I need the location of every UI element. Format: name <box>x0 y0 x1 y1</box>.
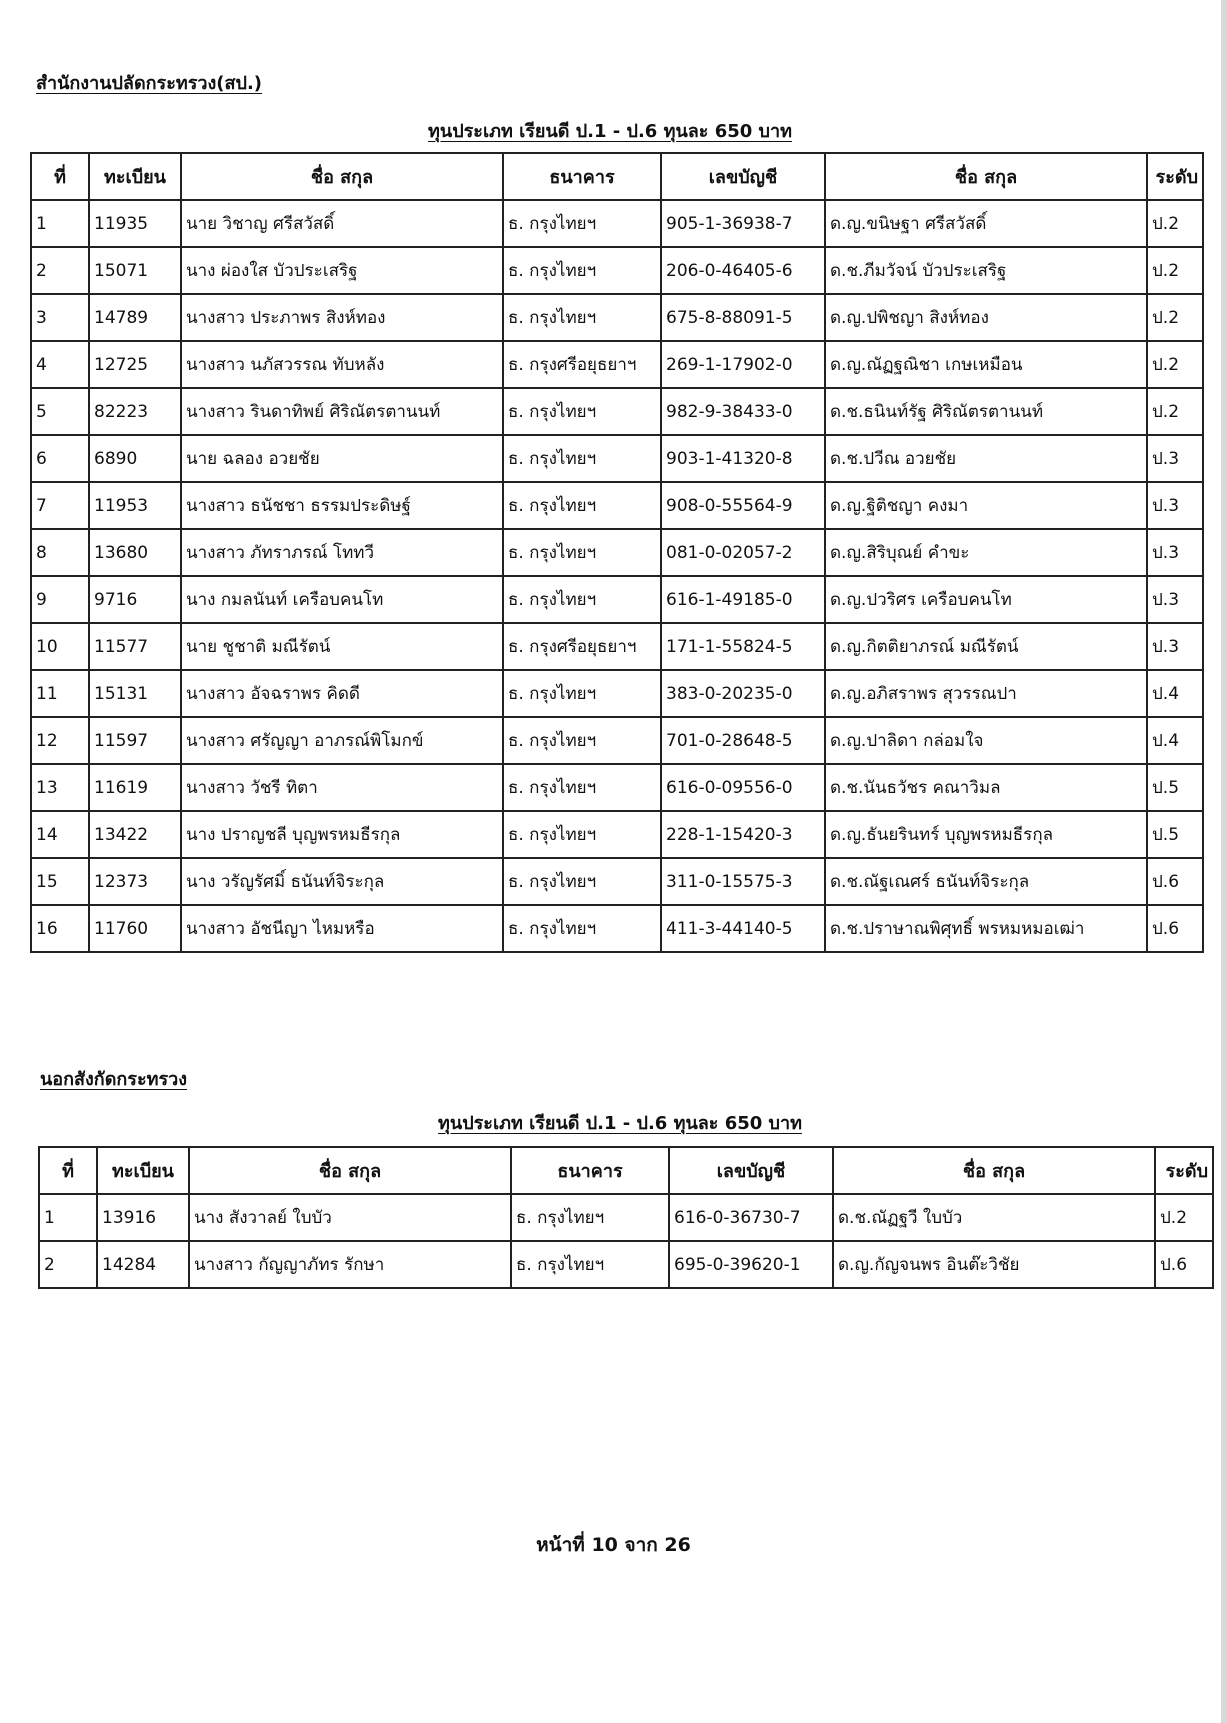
cell-student-name: ด.ญ.ธันยรินทร์ บุญพรหมธีรกุล <box>825 811 1147 858</box>
cell-level: ป.6 <box>1147 905 1203 952</box>
table-row <box>31 482 1203 529</box>
cell-no: 16 <box>31 905 89 952</box>
table-header-row <box>31 153 1203 200</box>
section-heading-outside: นอกสังกัดกระทรวง <box>40 1069 188 1090</box>
cell-no: 13 <box>31 764 89 811</box>
cell-registration: 11619 <box>89 764 181 811</box>
cell-registration: 15131 <box>89 670 181 717</box>
cell-account-number: 982-9-38433-0 <box>661 388 825 435</box>
cell-level: ป.2 <box>1155 1194 1213 1241</box>
table-row <box>31 435 1203 482</box>
cell-level: ป.4 <box>1147 717 1203 764</box>
cell-registration: 11935 <box>89 200 181 247</box>
cell-account-number: 616-0-09556-0 <box>661 764 825 811</box>
cell-name: นางสาว วัชรี ทิตา <box>181 764 503 811</box>
cell-account-number: 269-1-17902-0 <box>661 341 825 388</box>
cell-bank: ธ. กรุงไทยฯ <box>503 200 661 247</box>
cell-bank: ธ. กรุงไทยฯ <box>503 247 661 294</box>
cell-account-number: 411-3-44140-5 <box>661 905 825 952</box>
table-row <box>31 623 1203 670</box>
cell-level: ป.6 <box>1155 1241 1213 1288</box>
cell-registration: 13422 <box>89 811 181 858</box>
cell-account-number: 616-1-49185-0 <box>661 576 825 623</box>
cell-account-number: 311-0-15575-3 <box>661 858 825 905</box>
cell-level: ป.3 <box>1147 576 1203 623</box>
column-header-bank: ธนาคาร <box>511 1147 669 1194</box>
cell-student-name: ด.ช.ณัฐเณศร์ ธนันท์จิระกุล <box>825 858 1147 905</box>
cell-student-name: ด.ญ.ฐิติชญา คงมา <box>825 482 1147 529</box>
table-row <box>31 294 1203 341</box>
table-row <box>31 341 1203 388</box>
cell-registration: 14284 <box>97 1241 189 1288</box>
cell-registration: 12373 <box>89 858 181 905</box>
scholarship-table-outside <box>38 1146 1214 1289</box>
cell-student-name: ด.ช.ภีมวัจน์ บัวประเสริฐ <box>825 247 1147 294</box>
column-header-level: ระดับ <box>1155 1147 1213 1194</box>
cell-level: ป.4 <box>1147 670 1203 717</box>
cell-student-name: ด.ญ.ปาลิดา กล่อมใจ <box>825 717 1147 764</box>
table-row <box>31 529 1203 576</box>
cell-no: 1 <box>39 1194 97 1241</box>
cell-registration: 13680 <box>89 529 181 576</box>
cell-level: ป.5 <box>1147 764 1203 811</box>
cell-account-number: 905-1-36938-7 <box>661 200 825 247</box>
cell-level: ป.5 <box>1147 811 1203 858</box>
cell-bank: ธ. กรุงไทยฯ <box>503 529 661 576</box>
cell-registration: 11577 <box>89 623 181 670</box>
cell-level: ป.2 <box>1147 200 1203 247</box>
cell-bank: ธ. กรุงไทยฯ <box>503 858 661 905</box>
cell-name: นาง ผ่องใส บัวประเสริฐ <box>181 247 503 294</box>
cell-name: นางสาว รินดาทิพย์ ศิริณัตรตานนท์ <box>181 388 503 435</box>
cell-level: ป.3 <box>1147 623 1203 670</box>
column-header-name: ชื่อ สกุล <box>189 1147 511 1194</box>
cell-bank: ธ. กรุงไทยฯ <box>511 1194 669 1241</box>
cell-no: 1 <box>31 200 89 247</box>
cell-account-number: 383-0-20235-0 <box>661 670 825 717</box>
cell-bank: ธ. กรุงไทยฯ <box>503 482 661 529</box>
cell-no: 6 <box>31 435 89 482</box>
cell-bank: ธ. กรุงไทยฯ <box>503 764 661 811</box>
cell-level: ป.2 <box>1147 294 1203 341</box>
cell-account-number: 081-0-02057-2 <box>661 529 825 576</box>
cell-registration: 11760 <box>89 905 181 952</box>
cell-name: นางสาว ประภาพร สิงห์ทอง <box>181 294 503 341</box>
cell-account-number: 616-0-36730-7 <box>669 1194 833 1241</box>
cell-bank: ธ. กรุงไทยฯ <box>503 811 661 858</box>
table-row <box>31 576 1203 623</box>
table-row <box>31 247 1203 294</box>
cell-account-number: 908-0-55564-9 <box>661 482 825 529</box>
table-row <box>39 1241 1213 1288</box>
table-row <box>31 764 1203 811</box>
cell-student-name: ด.ช.ปวีณ อวยชัย <box>825 435 1147 482</box>
cell-bank: ธ. กรุงศรีอยุธยาฯ <box>503 341 661 388</box>
page-number: หน้าที่ 10 จาก 26 <box>536 1534 691 1556</box>
cell-name: นาย วิชาญ ศรีสวัสดิ์ <box>181 200 503 247</box>
cell-name: นางสาว อัจฉราพร คิดดี <box>181 670 503 717</box>
column-header-student-name: ชื่อ สกุล <box>833 1147 1155 1194</box>
cell-bank: ธ. กรุงไทยฯ <box>503 905 661 952</box>
cell-name: นางสาว อัชนีญา ไหมหรือ <box>181 905 503 952</box>
cell-no: 14 <box>31 811 89 858</box>
cell-no: 10 <box>31 623 89 670</box>
cell-no: 11 <box>31 670 89 717</box>
column-header-bank: ธนาคาร <box>503 153 661 200</box>
cell-registration: 14789 <box>89 294 181 341</box>
cell-bank: ธ. กรุงไทยฯ <box>511 1241 669 1288</box>
cell-name: นาย ชูชาติ มณีรัตน์ <box>181 623 503 670</box>
cell-registration: 6890 <box>89 435 181 482</box>
cell-registration: 11597 <box>89 717 181 764</box>
table-caption-ministry: ทุนประเภท เรียนดี ป.1 - ป.6 ทุนละ 650 บาท <box>428 121 792 142</box>
column-header-registration: ทะเบียน <box>89 153 181 200</box>
cell-level: ป.2 <box>1147 247 1203 294</box>
cell-account-number: 675-8-88091-5 <box>661 294 825 341</box>
cell-bank: ธ. กรุงไทยฯ <box>503 670 661 717</box>
column-header-level: ระดับ <box>1147 153 1203 200</box>
cell-bank: ธ. กรุงศรีอยุธยาฯ <box>503 623 661 670</box>
cell-name: นาง สังวาลย์ ใบบัว <box>189 1194 511 1241</box>
table-header-row <box>39 1147 1213 1194</box>
cell-account-number: 701-0-28648-5 <box>661 717 825 764</box>
cell-student-name: ด.ญ.ปวริศร เครือบคนโท <box>825 576 1147 623</box>
cell-no: 12 <box>31 717 89 764</box>
table-caption-outside: ทุนประเภท เรียนดี ป.1 - ป.6 ทุนละ 650 บาท <box>438 1113 802 1134</box>
cell-name: นางสาว ศรัญญา อาภรณ์พิโมกข์ <box>181 717 503 764</box>
cell-no: 8 <box>31 529 89 576</box>
cell-student-name: ด.ช.ธนินท์รัฐ ศิริณัตรตานนท์ <box>825 388 1147 435</box>
scholarship-table-ministry <box>30 152 1204 953</box>
cell-no: 2 <box>31 247 89 294</box>
scan-edge <box>1221 0 1227 1723</box>
column-header-student-name: ชื่อ สกุล <box>825 153 1147 200</box>
cell-account-number: 903-1-41320-8 <box>661 435 825 482</box>
cell-level: ป.3 <box>1147 529 1203 576</box>
cell-registration: 82223 <box>89 388 181 435</box>
table-row <box>31 811 1203 858</box>
cell-student-name: ด.ญ.สิริบุณย์ คำขะ <box>825 529 1147 576</box>
cell-bank: ธ. กรุงไทยฯ <box>503 294 661 341</box>
table-row <box>31 905 1203 952</box>
column-header-registration: ทะเบียน <box>97 1147 189 1194</box>
cell-level: ป.6 <box>1147 858 1203 905</box>
column-header-name: ชื่อ สกุล <box>181 153 503 200</box>
cell-student-name: ด.ญ.อภิสราพร สุวรรณปา <box>825 670 1147 717</box>
cell-no: 5 <box>31 388 89 435</box>
cell-registration: 15071 <box>89 247 181 294</box>
cell-name: นางสาว ธนัชชา ธรรมประดิษฐ์ <box>181 482 503 529</box>
table-row <box>39 1194 1213 1241</box>
cell-name: นาง วรัญรัศมิ์ ธนันท์จิระกุล <box>181 858 503 905</box>
table-row <box>31 670 1203 717</box>
cell-level: ป.3 <box>1147 435 1203 482</box>
cell-registration: 13916 <box>97 1194 189 1241</box>
cell-student-name: ด.ญ.ขนิษฐา ศรีสวัสดิ์ <box>825 200 1147 247</box>
cell-account-number: 695-0-39620-1 <box>669 1241 833 1288</box>
cell-student-name: ด.ญ.กัญจนพร อินต๊ะวิชัย <box>833 1241 1155 1288</box>
cell-name: นาง กมลนันท์ เครือบคนโท <box>181 576 503 623</box>
cell-student-name: ด.ช.ปราษาณพิศุทธิ์ พรหมหมอเฒ่า <box>825 905 1147 952</box>
cell-no: 3 <box>31 294 89 341</box>
column-header-account-number: เลขบัญชี <box>669 1147 833 1194</box>
cell-bank: ธ. กรุงไทยฯ <box>503 576 661 623</box>
cell-student-name: ด.ญ.ปพิชญา สิงห์ทอง <box>825 294 1147 341</box>
cell-name: นาง ปราญชลี บุญพรหมธีรกุล <box>181 811 503 858</box>
column-header-no: ที่ <box>31 153 89 200</box>
column-header-no: ที่ <box>39 1147 97 1194</box>
cell-no: 2 <box>39 1241 97 1288</box>
cell-no: 9 <box>31 576 89 623</box>
table-row <box>31 717 1203 764</box>
cell-no: 7 <box>31 482 89 529</box>
cell-bank: ธ. กรุงไทยฯ <box>503 435 661 482</box>
cell-name: นางสาว นภัสวรรณ ทับหลัง <box>181 341 503 388</box>
cell-account-number: 228-1-15420-3 <box>661 811 825 858</box>
table-row <box>31 858 1203 905</box>
cell-bank: ธ. กรุงไทยฯ <box>503 388 661 435</box>
cell-level: ป.2 <box>1147 341 1203 388</box>
cell-name: นาย ฉลอง อวยชัย <box>181 435 503 482</box>
cell-name: นางสาว กัญญาภัทร รักษา <box>189 1241 511 1288</box>
column-header-account-number: เลขบัญชี <box>661 153 825 200</box>
section-heading-ministry: สำนักงานปลัดกระทรวง(สป.) <box>36 73 263 94</box>
cell-registration: 11953 <box>89 482 181 529</box>
cell-level: ป.3 <box>1147 482 1203 529</box>
cell-student-name: ด.ช.นันธวัชร คณาวิมล <box>825 764 1147 811</box>
cell-registration: 9716 <box>89 576 181 623</box>
cell-account-number: 206-0-46405-6 <box>661 247 825 294</box>
cell-no: 15 <box>31 858 89 905</box>
cell-bank: ธ. กรุงไทยฯ <box>503 717 661 764</box>
cell-account-number: 171-1-55824-5 <box>661 623 825 670</box>
table-row <box>31 388 1203 435</box>
cell-level: ป.2 <box>1147 388 1203 435</box>
cell-student-name: ด.ญ.กิตติยาภรณ์ มณีรัตน์ <box>825 623 1147 670</box>
cell-no: 4 <box>31 341 89 388</box>
cell-registration: 12725 <box>89 341 181 388</box>
cell-student-name: ด.ช.ณัฏฐวี ใบบัว <box>833 1194 1155 1241</box>
cell-name: นางสาว ภัทราภรณ์ โททวี <box>181 529 503 576</box>
cell-student-name: ด.ญ.ณัฏฐณิชา เกษเหมือน <box>825 341 1147 388</box>
table-row <box>31 200 1203 247</box>
